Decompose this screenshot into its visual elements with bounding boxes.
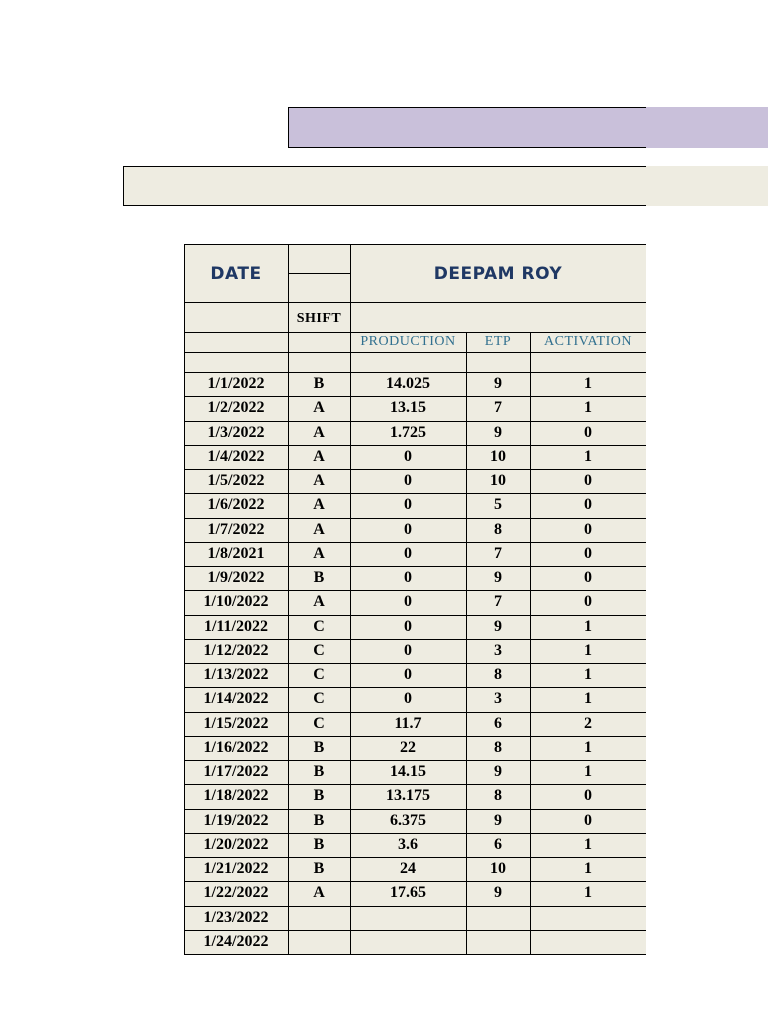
grid-line [350, 244, 351, 955]
shift-column-header: SHIFT [296, 311, 342, 326]
shift-cell: A [313, 423, 325, 441]
shift-cell [288, 930, 350, 954]
production-cell: 3.6 [398, 835, 418, 853]
production-cell: 14.025 [386, 375, 430, 393]
etp-cell: 9 [494, 423, 502, 441]
date-cell: 1/23/2022 [203, 908, 269, 926]
etp-cell: 9 [494, 811, 502, 829]
production-column-header: PRODUCTION [360, 334, 456, 349]
grid-line [184, 590, 646, 591]
grid-line [184, 736, 646, 737]
etp-cell: 8 [494, 787, 502, 805]
activation-cell: 0 [584, 569, 592, 587]
production-cell: 0 [404, 569, 412, 587]
date-cell: 1/14/2022 [203, 690, 269, 708]
date-cell: 1/6/2022 [207, 496, 265, 514]
production-cell: 0 [404, 593, 412, 611]
etp-cell [466, 906, 530, 930]
etp-cell: 5 [494, 496, 502, 514]
date-cell: 1/8/2021 [207, 544, 265, 562]
activation-cell: 1 [584, 399, 592, 417]
activation-cell: 0 [584, 520, 592, 538]
grid-line [184, 833, 646, 834]
activation-column-header: ACTIVATION [544, 334, 632, 349]
etp-cell: 3 [494, 690, 502, 708]
etp-cell: 10 [490, 860, 506, 878]
shift-cell: C [313, 666, 325, 684]
date-cell: 1/5/2022 [207, 472, 265, 490]
grid-line [184, 615, 646, 616]
shift-cell: A [313, 884, 325, 902]
grid-line [184, 469, 646, 470]
production-cell: 0 [404, 472, 412, 490]
date-column-header: DATE [210, 263, 262, 284]
shift-cell: B [313, 860, 325, 878]
date-cell: 1/9/2022 [207, 569, 265, 587]
activation-cell: 0 [584, 593, 592, 611]
activation-cell: 0 [584, 472, 592, 490]
grid-line [184, 930, 646, 931]
activation-cell: 1 [584, 860, 592, 878]
activation-cell: 0 [584, 811, 592, 829]
activation-cell: 1 [584, 738, 592, 756]
grid-line [184, 639, 646, 640]
activation-cell: 0 [584, 544, 592, 562]
production-cell: 13.175 [386, 787, 430, 805]
etp-cell: 7 [494, 544, 502, 562]
activation-cell: 1 [584, 447, 592, 465]
grid-line [184, 244, 646, 245]
production-cell: 24 [400, 860, 416, 878]
etp-cell: 8 [494, 666, 502, 684]
etp-cell: 10 [490, 447, 506, 465]
production-cell [350, 930, 466, 954]
shift-cell: B [313, 763, 325, 781]
shift-cell: A [313, 447, 325, 465]
date-cell: 1/17/2022 [203, 763, 269, 781]
production-cell: 22 [400, 738, 416, 756]
date-cell: 1/21/2022 [203, 860, 269, 878]
activation-cell: 1 [584, 763, 592, 781]
date-cell: 1/12/2022 [203, 641, 269, 659]
production-cell: 0 [404, 520, 412, 538]
shift-cell: A [313, 399, 325, 417]
activation-cell [530, 930, 646, 954]
shift-cell: A [313, 520, 325, 538]
grid-line [184, 542, 646, 543]
etp-cell: 9 [494, 569, 502, 587]
etp-cell: 8 [494, 738, 502, 756]
grid-line [184, 445, 646, 446]
grid-line [184, 760, 646, 761]
activation-cell: 1 [584, 835, 592, 853]
grid-line [184, 809, 646, 810]
grid-line [184, 302, 646, 303]
activation-cell: 1 [584, 690, 592, 708]
activation-cell [530, 906, 646, 930]
activation-cell: 0 [584, 423, 592, 441]
etp-cell: 7 [494, 399, 502, 417]
shift-cell: C [313, 641, 325, 659]
activation-cell: 1 [584, 617, 592, 635]
production-cell: 1.725 [390, 423, 426, 441]
etp-column-header: ETP [484, 334, 512, 349]
grid-line [184, 518, 646, 519]
shift-cell: B [313, 738, 325, 756]
shift-cell: C [313, 714, 325, 732]
grid-line [288, 244, 289, 955]
date-cell: 1/24/2022 [203, 932, 269, 950]
date-cell: 1/1/2022 [207, 375, 265, 393]
date-cell: 1/15/2022 [203, 714, 269, 732]
grid-line [184, 372, 646, 373]
shift-cell: C [313, 690, 325, 708]
etp-cell [466, 930, 530, 954]
activation-cell: 0 [584, 787, 592, 805]
shift-cell: B [313, 375, 325, 393]
etp-cell: 6 [494, 835, 502, 853]
etp-cell: 9 [494, 375, 502, 393]
production-cell: 6.375 [390, 811, 426, 829]
activation-cell: 2 [584, 714, 592, 732]
shift-cell: A [313, 544, 325, 562]
etp-cell: 10 [490, 472, 506, 490]
activation-cell: 1 [584, 641, 592, 659]
shift-cell: B [313, 787, 325, 805]
etp-cell: 9 [494, 884, 502, 902]
production-cell: 0 [404, 447, 412, 465]
production-cell: 0 [404, 641, 412, 659]
grid-line [466, 332, 467, 955]
activation-cell: 1 [584, 666, 592, 684]
employee-name-header: DEEPAM ROY [433, 263, 563, 284]
production-cell: 11.7 [394, 714, 422, 732]
etp-cell: 7 [494, 593, 502, 611]
activation-cell: 1 [584, 375, 592, 393]
activation-cell: 0 [584, 496, 592, 514]
title-band [288, 107, 768, 148]
production-cell: 14.15 [390, 763, 426, 781]
grid-line [530, 332, 531, 955]
grid-line [184, 954, 646, 955]
shift-cell [288, 906, 350, 930]
production-cell: 0 [404, 690, 412, 708]
date-cell: 1/7/2022 [207, 520, 265, 538]
etp-cell: 9 [494, 617, 502, 635]
shift-cell: B [313, 811, 325, 829]
etp-cell: 9 [494, 763, 502, 781]
grid-line [184, 352, 646, 353]
date-cell: 1/4/2022 [207, 447, 265, 465]
grid-line [184, 396, 646, 397]
grid-line [184, 881, 646, 882]
grid-line [184, 663, 646, 664]
date-cell: 1/18/2022 [203, 787, 269, 805]
production-cell: 17.65 [390, 884, 426, 902]
date-cell: 1/13/2022 [203, 666, 269, 684]
shift-cell: C [313, 617, 325, 635]
activation-cell: 1 [584, 884, 592, 902]
date-cell: 1/19/2022 [203, 811, 269, 829]
shift-cell: A [313, 496, 325, 514]
date-cell: 1/16/2022 [203, 738, 269, 756]
shift-cell: A [313, 472, 325, 490]
date-cell: 1/10/2022 [203, 593, 269, 611]
date-cell: 1/20/2022 [203, 835, 269, 853]
date-cell: 1/3/2022 [207, 423, 265, 441]
grid-line [184, 332, 646, 333]
production-cell [350, 906, 466, 930]
production-table [184, 244, 646, 955]
grid-line [184, 687, 646, 688]
grid-line [184, 493, 646, 494]
grid-line [184, 906, 646, 907]
etp-cell: 8 [494, 520, 502, 538]
grid-line [184, 857, 646, 858]
shift-cell: B [313, 569, 325, 587]
etp-cell: 6 [494, 714, 502, 732]
grid-line [184, 566, 646, 567]
shift-cell: B [313, 835, 325, 853]
grid-line [184, 244, 185, 955]
date-cell: 1/2/2022 [207, 399, 265, 417]
grid-line [184, 784, 646, 785]
grid-line [184, 712, 646, 713]
shift-cell: A [313, 593, 325, 611]
production-cell: 0 [404, 617, 412, 635]
production-cell: 13.15 [390, 399, 426, 417]
date-cell: 1/11/2022 [203, 617, 268, 635]
grid-line [184, 421, 646, 422]
production-cell: 0 [404, 666, 412, 684]
grid-line [288, 273, 350, 274]
production-cell: 0 [404, 544, 412, 562]
date-cell: 1/22/2022 [203, 884, 269, 902]
production-cell: 0 [404, 496, 412, 514]
subtitle-band [123, 166, 768, 206]
etp-cell: 3 [494, 641, 502, 659]
